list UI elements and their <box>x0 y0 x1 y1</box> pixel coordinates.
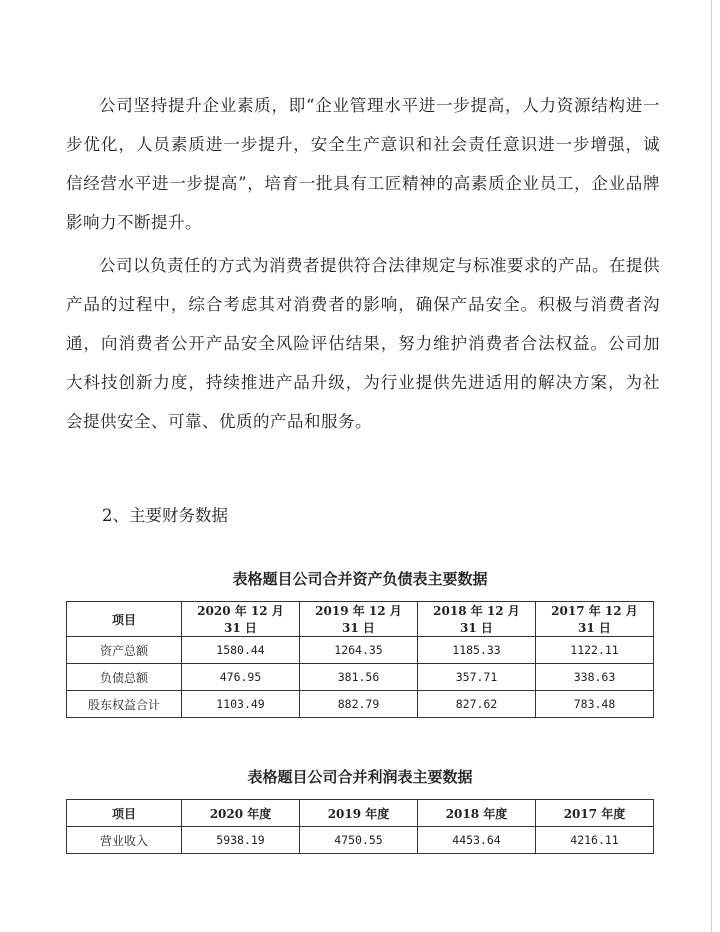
column-header: 2017 年度 <box>536 800 654 827</box>
section-heading: 2、主要财务数据 <box>102 506 228 525</box>
column-header: 项目 <box>67 800 182 827</box>
table-cell: 476.95 <box>182 664 300 691</box>
table-cell: 357.71 <box>418 664 536 691</box>
row-label: 资产总额 <box>67 637 182 664</box>
table-cell: 338.63 <box>536 664 654 691</box>
table-header-row <box>67 602 654 637</box>
balance-sheet-table <box>66 601 654 718</box>
table-cell: 1122.11 <box>536 637 654 664</box>
column-header: 2017 年 12 月 31 日 <box>536 602 654 637</box>
table-row <box>67 637 654 664</box>
income-statement-table <box>66 799 654 854</box>
column-header: 2019 年 12 月 31 日 <box>300 602 418 637</box>
table-cell: 1103.49 <box>182 691 300 718</box>
paragraph-company-quality: 公司坚持提升企业素质，即“企业管理水平进一步提高，人力资源结构进一步优化，人员素质进一步提升，安全生产意识和社会责任意识进一步增强，诚信经营水平进一步提高”，培育一批具有工匠精神的高素质企业员工，企业品牌影响力不断提升。 <box>66 96 660 232</box>
income-statement-table-title: 表格题目公司合并利润表主要数据 <box>247 768 473 786</box>
table-cell: 783.48 <box>536 691 654 718</box>
column-header: 2018 年 12 月 31 日 <box>418 602 536 637</box>
row-label: 负债总额 <box>67 664 182 691</box>
table-cell: 4750.55 <box>300 827 418 854</box>
table-row <box>67 827 654 854</box>
table-cell: 1264.35 <box>300 637 418 664</box>
table-cell: 1185.33 <box>418 637 536 664</box>
table-header-row <box>67 800 654 827</box>
column-header: 2018 年度 <box>418 800 536 827</box>
table-cell: 882.79 <box>300 691 418 718</box>
row-label: 营业收入 <box>67 827 182 854</box>
table-cell: 827.62 <box>418 691 536 718</box>
balance-sheet-table-title: 表格题目公司合并资产负债表主要数据 <box>232 570 488 588</box>
table-cell: 1580.44 <box>182 637 300 664</box>
column-header: 2020 年度 <box>182 800 300 827</box>
paragraph-consumer-responsibility: 公司以负责任的方式为消费者提供符合法律规定与标准要求的产品。在提供产品的过程中，综合考虑其对消费者的影响，确保产品安全。积极与消费者沟通，向消费者公开产品安全风险评估结果，努力维护消费者合法权益。公司加大科技创新力度，持续推进产品升级，为行业提供先进适用的解决方案，为社会提供安全、可靠、优质的产品和服务。 <box>66 256 660 431</box>
row-label: 股东权益合计 <box>67 691 182 718</box>
table-row <box>67 664 654 691</box>
table-row <box>67 691 654 718</box>
table-cell: 4216.11 <box>536 827 654 854</box>
page-edge-divider <box>711 0 712 932</box>
column-header: 2019 年度 <box>300 800 418 827</box>
column-header: 2020 年 12 月 31 日 <box>182 602 300 637</box>
table-cell: 5938.19 <box>182 827 300 854</box>
table-cell: 381.56 <box>300 664 418 691</box>
table-cell: 4453.64 <box>418 827 536 854</box>
column-header: 项目 <box>67 602 182 637</box>
